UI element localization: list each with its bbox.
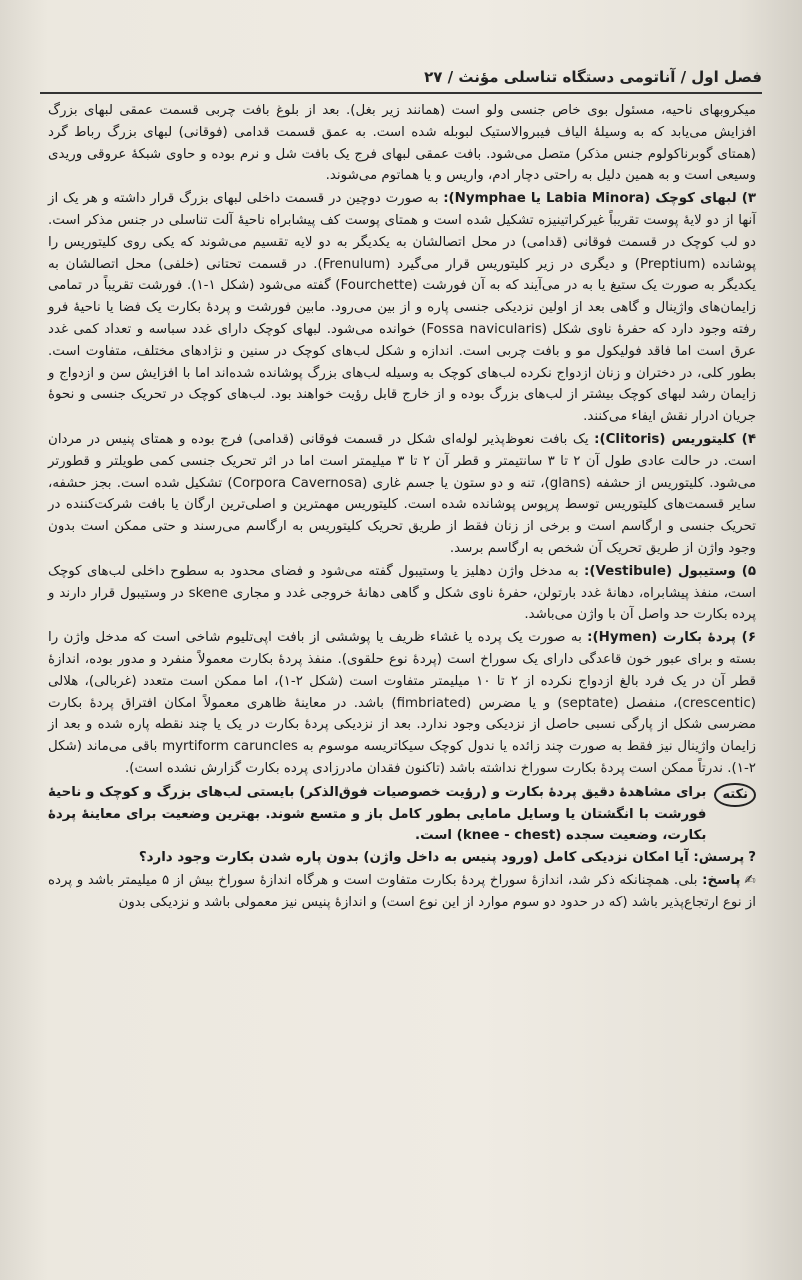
answer-block bbox=[48, 870, 756, 914]
header-divider bbox=[40, 92, 762, 94]
question-block bbox=[48, 847, 756, 869]
header-title: فصل اول / آناتومی دستگاه تناسلی مؤنث / ۲۷ bbox=[424, 68, 762, 86]
answer-text: بلی. همچنانکه ذکر شد، اندازهٔ سوراخ پردهٔ بکارت متفاوت است و هرگاه اندازهٔ سوراخ بیش از ۵ میلیمتر باشد و پرده از نوع ارتجاع‌پذیر باشد (که در حدود دو سوم موارد از این نوع است) و اندازهٔ پنیس نیز معمولی باشد و نزدیکی بدون bbox=[48, 872, 756, 910]
section-hymen bbox=[48, 627, 756, 780]
question-icon: ? bbox=[748, 850, 756, 866]
section-labia-minora bbox=[48, 188, 756, 428]
answer-label: پاسخ: bbox=[702, 872, 741, 888]
section-clitoris bbox=[48, 429, 756, 560]
section-title: ۳) لبهای کوچک (Labia Minora یا Nymphae): bbox=[443, 191, 757, 207]
note-badge: نکته bbox=[714, 783, 756, 807]
section-text: به صورت یک پرده یا غشاء ظریف یا پوششی از بافت اپی‌تلیوم شاخی است که مدخل واژن را بسته و برای عبور خون قاعدگی دارای یک سوراخ است (پردهٔ نوع حلقوی). منفذ پردهٔ بکارت معمولاً منفرد و مدور بوده، اندازهٔ قطر آن در یک فرد بالغ ازدواج نکرده از ۲ تا ۱۰ میلیمتر متفاوت است (شکل ۲-۱)، اما ممکن است متعدد (غربالی)، هلالی (crescentic)، منفصل (septate) و یا مضرس (fimbriated) باشد. در معاینهٔ ظاهری معمولاً امکان افتراق پردهٔ بکارت مضرسی شکل از پارگی نسبی حاصل از نزدیکی وجود ندارد. بعد از نزدیکی پردهٔ بکارت در یک یا چند نقطه پاره شده و بعد از زایمان واژینال نیز فقط به صورت چند زائده یا ندول کوچک سیکاتریسه موسوم به myrtiform caruncles باقی می‌ماند (شکل ۲-۱). ندرتاً ممکن است پردهٔ بکارت سوراخ نداشته باشد (تاکنون فقدان مادرزادی پرده بکارت گزارش نشده است). bbox=[48, 630, 757, 776]
pen-icon: ✍ bbox=[744, 872, 756, 888]
question-label: پرسش: bbox=[693, 850, 745, 866]
section-text: یک بافت نعوظ‌پذیر لوله‌ای شکل در قسمت فوقانی (قدامی) فرج بوده و همتای پنیس در مردان است. در حالت عادی طول آن ۲ تا ۳ سانتیمتر و قطر آن ۲ تا ۳ میلیمتر است اما در اثر تحریک جنسی کمی طویلتر و قطورتر می‌شود. کلیتوریس از حشفه (glans)، تنه و دو ستون یا جسم غاری (Corpora Cavernosa) تشکیل شده است. بجز حشفه، سایر قسمت‌های کلیتوریس توسط پرپوس پوشانده شده است. کلیتوریس مهمترین و اصلی‌ترین ارگان یا بافت شرکت‌کننده در تحریک جنسی و ارگاسم است و برخی از زنان فقط از طریق تحریک کلیتوریس به ارگاسم می‌رسند و حتی ممکن است بدون وجود واژن از طریق تحریک آن شخص به ارگاسم برسد. bbox=[48, 431, 756, 556]
page-header bbox=[54, 58, 762, 86]
section-title: ۶) پردهٔ بکارت (Hymen): bbox=[587, 630, 756, 646]
question-text: آیا امکان نزدیکی کامل (ورود پنیس به داخل واژن) بدون پاره شدن بکارت وجود دارد؟ bbox=[138, 850, 694, 866]
section-vestibule bbox=[48, 561, 756, 626]
section-title: ۴) کلیتوریس (Clitoris): bbox=[594, 431, 756, 447]
section-title: ۵) وستیبول (Vestibule): bbox=[584, 563, 756, 579]
section-text: به صورت دوچین در قسمت داخلی لبهای بزرگ قرار داشته و هر یک از آنها از دو لایهٔ پوست تقریباً غیرکراتینیزه تشکیل شده است و همتای پوست کف پیشابراه ناحیهٔ آلت تناسلی در جنس مذکر است. دو لب کوچک در قسمت فوقانی (قدامی) در محل اتصالشان به یکدیگر به دو لایه تقسیم می‌شوند که یکی روی کلیتوریس را پوشانده (Preptium) و دیگری در زیر کلیتوریس قرار می‌گیرد (Frenulum). در قسمت تحتانی (خلفی) محل اتصالشان به یکدیگر به صورت یک ستیغ یا به در می‌آیند که به آن فورشت (Fourchette) گفته می‌شود (شکل ۱-۱). فورشت تقریباً در تمامی زایمان‌های واژینال و گاهی بعد از اولین نزدیکی جنسی پاره و از بین می‌رود. مابین فورشت و پردهٔ بکارت یک فضا یا ناحیهٔ فرو رفته وجود دارد که حفرهٔ ناوی شکل (Fossa navicularis) خوانده می‌شود. لبهای کوچک دارای غدد سباسه و تعداد کمی غدد عرق است اما فاقد فولیکول مو و بافت چربی است. اندازه و شکل لب‌های کوچک در سنین و نژادهای مختلف، متفاوت است. بطور کلی، در دختران و زنان ازدواج نکرده لب‌های کوچک به وسیله لب‌های بزرگ پوشانده شده‌اند اما با افزایش سن و ازدواج و زایمان رشد لبهای کوچک بیشتر از لب‌های بزرگ بوده و از خارج قابل رؤیت خواهند بود. لب‌های کوچک در تحریک جنسی و نحوهٔ جریان ادرار نقش ایفاء می‌کنند. bbox=[48, 191, 756, 425]
section-text: به مدخل واژن دهلیز یا وستیبول گفته می‌شود و فضای محدود به سطوح داخلی لب‌های کوچک است، منفذ پیشابراه، دهانهٔ غدد بارتولن، حفرهٔ ناوی شکل و گاهی دهانهٔ خروجی غدد و مجاری skene در وستیبول قرار دارند و پرده بکارت حد واصل آن با واژن می‌باشد. bbox=[48, 563, 756, 623]
note-box bbox=[48, 782, 756, 847]
note-text: برای مشاهدهٔ دقیق پردهٔ بکارت و (رؤیت خصوصیات فوق‌الذکر) بایستی لب‌های بزرگ و کوچک و ناحیهٔ فورشت با انگشتان یا وسایل مامایی بطور کامل باز و متسع شوند. بهترین وضعیت برای معاینهٔ پردهٔ بکارت، وضعیت سجده (knee - chest) است. bbox=[48, 784, 707, 844]
page-content bbox=[48, 100, 756, 1260]
intro-paragraph: میکروبهای ناحیه، مسئول بوی خاص جنسی ولو است (همانند زیر بغل). بعد از بلوغ بافت چربی قسمت عمقی لبهای بزرگ افزایش می‌یابد که به وسیلهٔ الیاف فیبروالاستیک لبوبله شده است. به عمق قسمت قدامی (فوقانی) لبهای بزرگ رباط گرد (همتای گوبرناکولوم جنس مذکر) متصل می‌شود. بافت عمقی لبهای فرج یک بافت شل و نرم بوده و حاوی شبکهٔ عروقی وریدی وسیعی است و به همین دلیل به راحتی دچار ادم، واریس و یا هماتوم می‌شوند. bbox=[48, 103, 756, 184]
